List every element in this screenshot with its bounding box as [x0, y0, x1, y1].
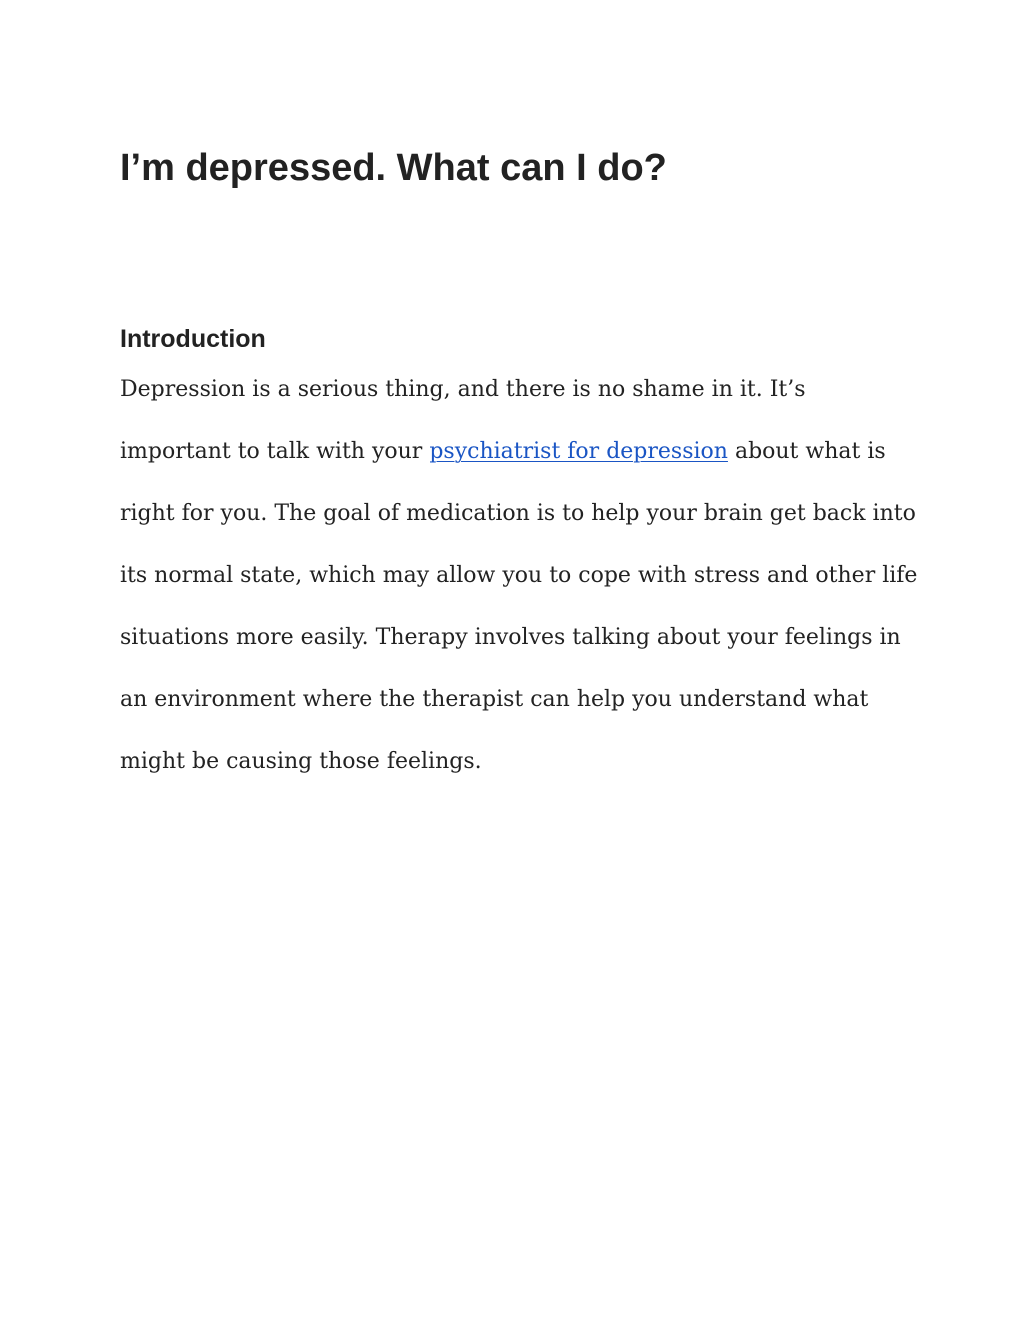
psychiatrist-for-depression-link[interactable]: psychiatrist for depression — [429, 439, 728, 464]
paragraph-line: might be causing those feelings. — [120, 749, 482, 774]
paragraph-text: about what is — [727, 439, 886, 464]
paragraph-text: important to talk with your — [120, 439, 430, 464]
page-title: I’m depressed. What can I do? — [120, 147, 667, 189]
introduction-paragraph — [120, 359, 920, 793]
paragraph-line: right for you. The goal of medication is to help your brain get back into — [120, 501, 916, 526]
paragraph-line-with-link — [120, 421, 920, 483]
paragraph-line: situations more easily. Therapy involves talking about your feelings in — [120, 625, 901, 650]
paragraph-line: its normal state, which may allow you to cope with stress and other life — [120, 563, 918, 588]
paragraph-line: an environment where the therapist can help you understand what — [120, 687, 869, 712]
paragraph-line: Depression is a serious thing, and there is no shame in it. It’s — [120, 377, 806, 402]
section-heading-introduction: Introduction — [120, 325, 266, 353]
